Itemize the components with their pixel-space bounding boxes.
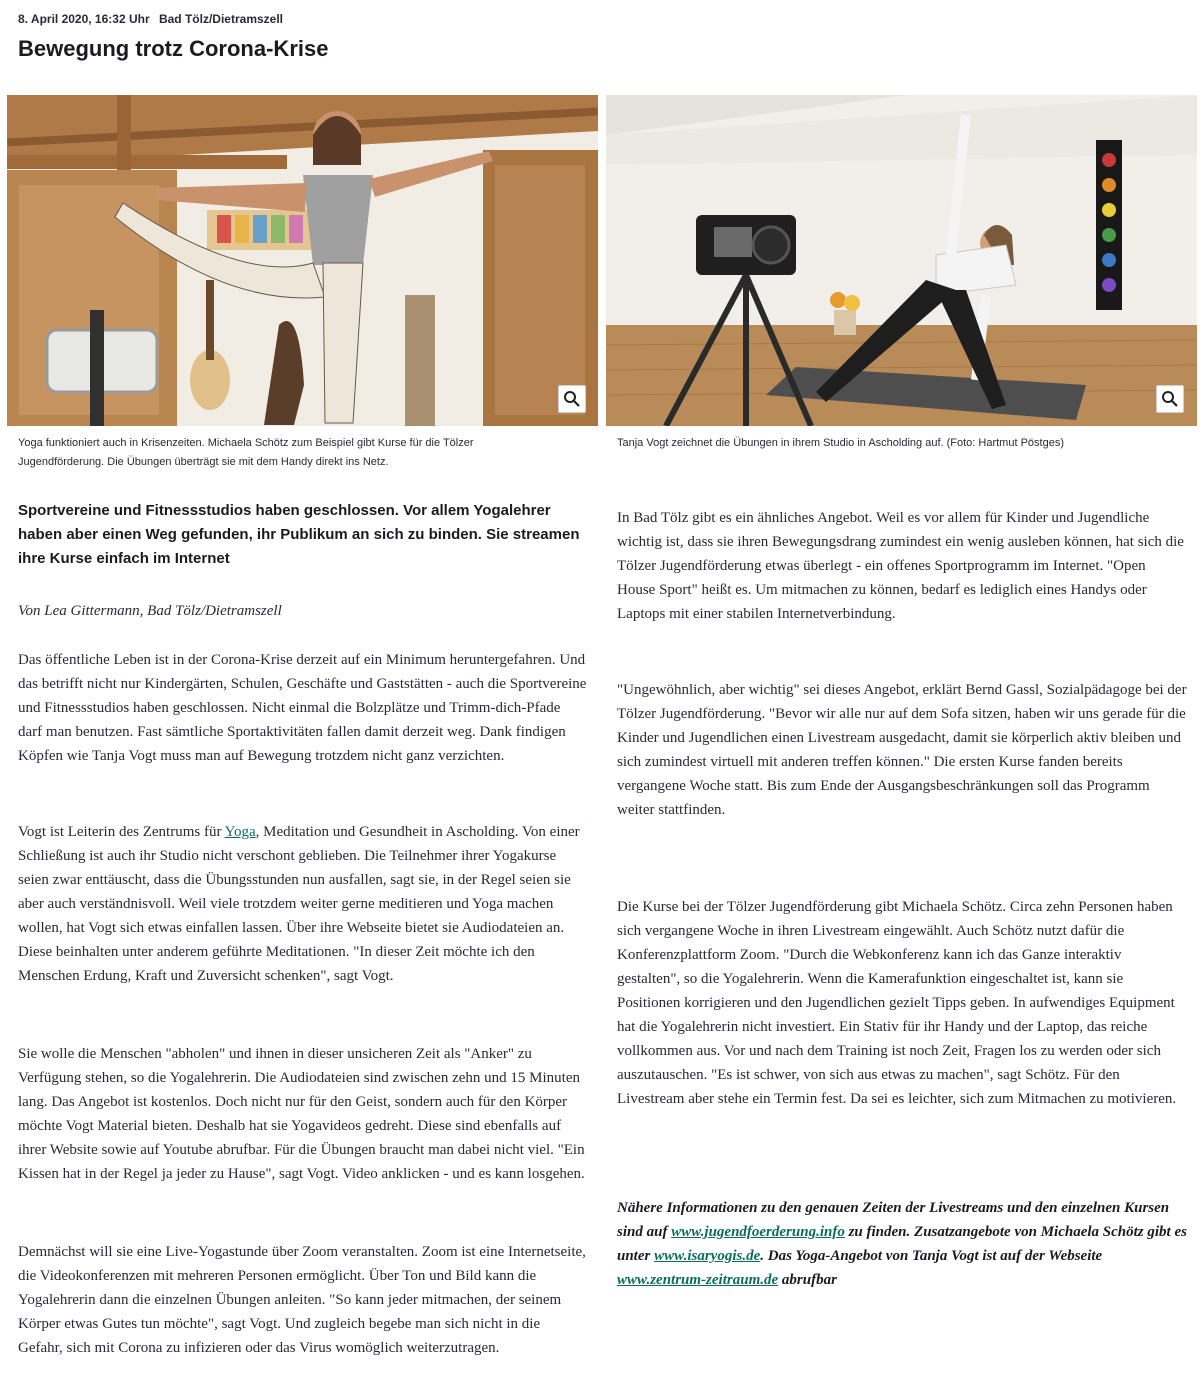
paragraph: Sie wolle die Menschen "abholen" und ihnen in dieser unsicheren Zeit als "Anker" zu Verfügung stehen, so die Yogalehrerin. Die Audiodateien sind zwischen zehn und 15 Minuten lang. Das Angebot ist kostenlos. Doch nicht nur für den Geist, sondern auch für den Körper möchte Vogt Material bieten. Deshalb hat sie Yogavideos gedreht. Diese sind ebenfalls auf ihrer Website sowie auf Youtube abrufbar. Für die Übungen braucht man dabei nicht viel. "Ein Kissen hat in der Regel ja jeder zu Hause", sagt Vogt. Video anklicken - und es kann losgehen.	[18, 1046, 585, 1182]
photo-yoga-vogt-illustration	[606, 95, 1197, 426]
info-text: Nähere Informationen zu den genauen Zeiten der Livestreams und den einzelnen Kursen sind auf	[617, 1200, 1170, 1240]
paragraph: Die Kurse bei der Tölzer Jugendförderung gibt Michaela Schötz. Circa zehn Personen haben sich vergangene Woche in ihren Livestream eingewählt. Auch Schötz nutzt dafür die Konferenzplattform Zoom. "Durch die Webkonferenz kann ich das Ganze interaktiv gestalten", so die Yogalehrerin. Wenn die Kamerafunktion eingeschaltet ist, kann sie Positionen korrigieren und den Jugendlichen gezielt Tipps geben. In aufwendiges Equipment hat die Yogalehrerin nicht investiert. Ein Stativ für ihr Handy und der Laptop, das reiche vollkommen aus. Vor und nach dem Training ist noch Zeit, Fragen los zu werden oder sich auszutauschen. "Es ist schwer, von sich aus etwas zu machen", sagt Schötz. Für den Livestream aber stehe ein Termin fest. Da sei es leichter, sich zum Mitmachen zu motivieren.	[617, 899, 1177, 1107]
paragraph-text: Vogt ist Leiterin des Zentrums für	[18, 824, 225, 840]
photo-caption: Yoga funktioniert auch in Krisenzeiten. Michaela Schötz zum Beispiel gibt Kurse für die Tölzer Jugendförderung. Die Übungen überträgt sie mit dem Handy direkt ins Netz.	[18, 437, 474, 468]
info-paragraph	[617, 1196, 1187, 1292]
photo-yoga-schoetz-illustration	[7, 95, 598, 426]
zoom-button[interactable]	[558, 385, 586, 413]
paragraph-block	[18, 1042, 588, 1186]
link-isaryogis[interactable]: www.isaryogis.de	[654, 1248, 761, 1264]
paragraph-text: , Meditation und Gesundheit in Ascholding. Von einer Schließung ist auch ihr Studio nicht verschont geblieben. Die Teilnehmer ihrer Yogakurse seien zwar enttäuscht, dass die Übungsstunden nun ausfallen, sagt sie, in der Regel seien sie aber auch verständnisvoll. Weil viele trotzdem weiter gerne meditieren und Yoga machen wollen, hat Vogt sich etwas einfallen lassen. Über ihre Webseite bietet sie Audiodateien an. Diese beinhalten unter anderem geführte Meditationen. "In dieser Zeit möchte ich den Menschen Erdung, Kraft und Zuversicht schenken", sagt Vogt.	[18, 824, 580, 984]
info-text: abrufbar	[778, 1272, 837, 1288]
article-lead: Sportvereine und Fitnessstudios haben geschlossen. Vor allem Yogalehrer haben aber einen Weg gefunden, ihr Publikum an sich zu binden. Sie streamen ihre Kurse einfach im Internet	[18, 502, 580, 567]
paragraph-block	[617, 895, 1187, 1111]
article-meta	[18, 12, 289, 26]
paragraph-block	[617, 678, 1187, 822]
link-jugendfoerderung[interactable]: www.jugendfoerderung.info	[671, 1224, 845, 1240]
info-text: . Das Yoga-Angebot von Tanja Vogt ist auf der Webseite	[760, 1248, 1103, 1264]
photo-yoga-schoetz[interactable]	[7, 95, 598, 426]
paragraph-block	[617, 506, 1187, 626]
magnifier-icon	[563, 390, 581, 408]
info-block	[617, 1196, 1187, 1292]
zoom-button[interactable]	[1156, 385, 1184, 413]
article-author: Von Lea Gittermann, Bad Tölz/Dietramszell	[18, 603, 282, 619]
author-block	[18, 599, 588, 623]
yoga-topic-link[interactable]: Yoga	[224, 824, 256, 840]
paragraph: In Bad Tölz gibt es ein ähnliches Angebot. Weil es vor allem für Kinder und Jugendliche wichtig ist, dass sie ihren Bewegungsdrang zumindest ein wenig ausleben können, hat sich die Tölzer Jugendförderung etwas überlegt - ein offenes Sportprogramm im Internet. "Open House Sport" heißt es. Um mitmachen zu können, bedarf es lediglich eines Handys oder Laptops mit einer stabilen Internetverbindung.	[617, 510, 1184, 622]
article-location: Bad Tölz/Dietramszell	[158, 12, 283, 26]
paragraph-block	[18, 1240, 588, 1360]
left-column	[18, 499, 588, 571]
paragraph: Das öffentliche Leben ist in der Corona-Krise derzeit auf ein Minimum heruntergefahren. Und das betrifft nicht nur Kindergärten, Schulen, Geschäfte und Gaststätten - auch die Sportvereine und Fitnessstudios haben geschlossen. Nicht einmal die Bolzplätze und Trimm-dich-Pfade darf man benutzen. Fast sämtliche Sportaktivitäten fallen damit derzeit weg. Dank findigen Köpfen wie Tanja Vogt muss man auf Bewegung trotzdem nicht ganz verzichten.	[18, 652, 587, 764]
link-zentrum-zeitraum[interactable]: www.zentrum-zeitraum.de	[617, 1272, 779, 1288]
paragraph-block	[18, 820, 588, 988]
magnifier-icon	[1161, 390, 1179, 408]
paragraph-block	[18, 648, 588, 768]
paragraph: Demnächst will sie eine Live-Yogastunde über Zoom veranstalten. Zoom ist eine Internetseite, die Videokonferenzen mit mehreren Personen ermöglicht. Über Ton und Bild kann die Yogalehrerin dann die einzelnen Übungen anleiten. "So kann jeder mitmachen, der seinem Körper etwas Gutes tun möchte", sagt Vogt. Und zugleich begebe man sich nicht in die Gefahr, sich mit Corona zu infizieren oder das Virus womöglich weiterzutragen.	[18, 1244, 586, 1356]
article-title: Bewegung trotz Corona-Krise	[18, 36, 329, 61]
paragraph	[18, 820, 588, 988]
article-date: 8. April 2020, 16:32 Uhr	[18, 12, 150, 26]
paragraph: "Ungewöhnlich, aber wichtig" sei dieses Angebot, erklärt Bernd Gassl, Sozialpädagoge bei der Tölzer Jugendförderung. "Bevor wir alle nur auf dem Sofa sitzen, haben wir uns gerade für die Kinder und Jugendlichen einen Livestream ausgedacht, damit sie körperlich aktiv bleiben und sich zumindest virtuell mit anderen treffen können." Die ersten Kurse fanden bereits vergangene Woche statt. Bis zum Ende der Ausgangsbeschränkungen soll das Programm weiter stattfinden.	[617, 682, 1187, 818]
info-text: zu finden. Zusatzangebote von Michaela Schötz gibt es unter	[617, 1224, 1187, 1264]
photo-caption: Tanja Vogt zeichnet die Übungen in ihrem Studio in Ascholding auf. (Foto: Hartmut Pöstges)	[617, 437, 1064, 449]
photo-yoga-vogt[interactable]	[606, 95, 1197, 426]
